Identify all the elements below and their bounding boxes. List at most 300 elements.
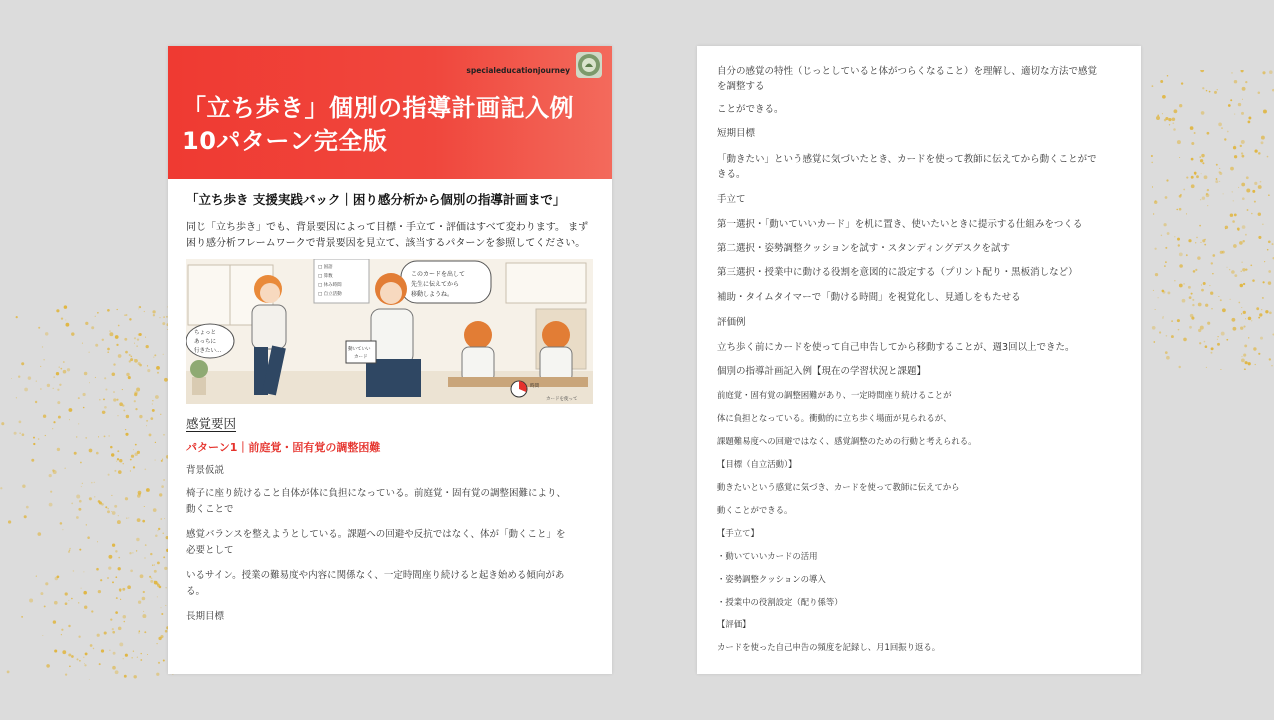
sparkle-dot	[1248, 362, 1251, 365]
sparkle-dot	[1151, 162, 1153, 164]
sparkle-dot	[152, 564, 153, 565]
sparkle-dot	[130, 459, 132, 461]
sparkle-dot	[1172, 122, 1174, 124]
sparkle-dot	[33, 437, 35, 439]
sparkle-dot	[1190, 314, 1194, 318]
sparkle-dot	[99, 501, 102, 504]
sparkle-dot	[93, 648, 94, 649]
sparkle-dot	[1222, 308, 1226, 312]
sparkle-dot	[1162, 290, 1165, 293]
sparkle-dot	[124, 315, 125, 316]
sparkle-dot	[1267, 156, 1269, 158]
sparkle-dot	[1256, 307, 1259, 310]
sparkle-dot	[1242, 225, 1246, 229]
sparkle-dot	[154, 354, 156, 356]
sparkle-dot	[53, 620, 56, 623]
sparkle-dot	[163, 316, 165, 318]
text-line: ことができる。	[717, 104, 784, 115]
teacher-bubble-line: 先生に伝えてから	[411, 281, 460, 288]
sparkle-dot	[123, 409, 125, 411]
sparkle-dot	[1161, 235, 1162, 236]
sparkle-dot	[56, 372, 59, 375]
sparkle-dot	[136, 388, 140, 392]
sparkle-dot	[1207, 322, 1210, 325]
sparkle-dot	[1210, 292, 1213, 295]
sparkle-dot	[158, 528, 160, 530]
sparkle-dot	[1163, 316, 1164, 317]
sparkle-dot	[69, 548, 71, 550]
sparkle-dot	[149, 576, 151, 578]
sparkle-dot	[52, 428, 53, 429]
sparkle-dot	[153, 508, 157, 512]
sparkle-dot	[78, 423, 79, 424]
gold-sparkle-right	[1138, 70, 1274, 370]
sparkle-dot	[1165, 247, 1167, 249]
sparkle-dot	[1244, 368, 1246, 370]
sparkle-dot	[126, 314, 128, 316]
sparkle-dot	[104, 406, 107, 409]
sparkle-dot	[101, 649, 104, 652]
sparkle-dot	[61, 317, 63, 319]
sparkle-dot	[1166, 179, 1168, 181]
sparkle-dot	[58, 416, 61, 419]
sparkle-dot	[59, 384, 61, 386]
sparkle-dot	[126, 518, 127, 519]
sparkle-dot	[160, 607, 161, 608]
sparkle-dot	[153, 314, 155, 316]
sparkle-dot	[1207, 205, 1208, 206]
sparkle-dot	[1217, 343, 1220, 346]
sparkle-dot	[1245, 361, 1248, 364]
text-line: 「動きたい」という感覚に気づいたとき、カードを使って教師に伝えてから動くことがで	[717, 154, 1097, 165]
sparkle-dot	[138, 308, 139, 309]
sparkle-dot	[1255, 364, 1256, 365]
sparkle-dot	[1269, 311, 1272, 314]
text-line: 自分の感覚の特性（じっとしていると体がつらくなること）を理解し、適切な方法で感覚	[717, 66, 1098, 77]
sparkle-dot	[123, 615, 127, 619]
sparkle-dot	[122, 389, 123, 390]
sparkle-dot	[119, 402, 123, 406]
sparkle-dot	[1204, 175, 1208, 179]
sparkle-dot	[44, 605, 46, 607]
sparkle-dot	[1231, 318, 1235, 322]
sparkle-dot	[147, 654, 148, 655]
sparkle-dot	[1261, 136, 1265, 140]
sparkle-dot	[155, 534, 158, 537]
sparkle-dot	[126, 415, 129, 418]
sparkle-dot	[1162, 113, 1163, 114]
sparkle-dot	[19, 421, 22, 424]
sparkle-dot	[1241, 140, 1245, 144]
sparkle-dot	[117, 520, 121, 524]
sparkle-dot	[1212, 254, 1215, 257]
sparkle-dot	[49, 474, 52, 477]
sparkle-dot	[1253, 347, 1256, 350]
sparkle-dot	[132, 552, 133, 553]
sparkle-dot	[1169, 124, 1170, 125]
sparkle-dot	[152, 403, 153, 404]
sparkle-dot	[135, 444, 137, 446]
sparkle-dot	[1246, 189, 1250, 193]
sparkle-dot	[1199, 342, 1201, 344]
sparkle-dot	[71, 503, 73, 505]
sparkle-dot	[1188, 286, 1191, 289]
sparkle-dot	[157, 372, 159, 374]
sparkle-dot	[1204, 239, 1205, 240]
sparkle-dot	[149, 433, 152, 436]
sparkle-dot	[118, 627, 122, 631]
sparkle-dot	[1243, 283, 1245, 285]
sparkle-dot	[1269, 358, 1271, 360]
sparkle-dot	[1272, 243, 1274, 245]
sparkle-dot	[116, 461, 117, 462]
sparkle-dot	[1263, 110, 1267, 114]
sparkle-dot	[1165, 261, 1167, 263]
text-line: 【手立て】	[717, 528, 759, 538]
sparkle-dot	[113, 652, 116, 655]
sparkle-dot	[83, 393, 86, 396]
sparkle-dot	[1242, 155, 1245, 158]
sparkle-dot	[156, 643, 157, 644]
sparkle-dot	[1248, 337, 1249, 338]
sparkle-dot	[89, 449, 93, 453]
sparkle-dot	[1167, 291, 1170, 294]
sparkle-dot	[1152, 186, 1153, 187]
sparkle-dot	[1191, 176, 1194, 179]
sparkle-dot	[1160, 80, 1163, 83]
sparkle-dot	[74, 452, 77, 455]
sparkle-dot	[1154, 248, 1156, 250]
sparkle-dot	[136, 538, 139, 541]
sparkle-dot	[79, 660, 81, 662]
sparkle-dot	[1219, 181, 1220, 182]
sparkle-dot	[1180, 194, 1182, 196]
sparkle-dot	[137, 494, 141, 498]
sparkle-dot	[1211, 262, 1213, 264]
sparkle-dot	[138, 362, 141, 365]
sparkle-dot	[91, 482, 93, 484]
sparkle-dot	[1194, 173, 1196, 175]
sparkle-dot	[1268, 270, 1271, 273]
gold-sparkle-left	[0, 240, 175, 680]
sparkle-dot	[134, 391, 137, 394]
sparkle-dot	[1206, 193, 1210, 197]
sparkle-dot	[100, 579, 102, 581]
sparkle-dot	[1204, 341, 1206, 343]
sparkle-dot	[19, 432, 20, 433]
sparkle-dot	[139, 415, 142, 418]
classroom-illustration	[186, 259, 593, 404]
sparkle-dot	[113, 398, 116, 401]
sparkle-dot	[1197, 256, 1200, 259]
sparkle-dot	[1269, 70, 1273, 74]
sparkle-dot	[156, 673, 159, 676]
sparkle-dot	[1223, 193, 1224, 194]
sparkle-dot	[123, 463, 124, 464]
sparkle-dot	[35, 401, 37, 403]
sparkle-dot	[1245, 318, 1246, 319]
sparkle-dot	[50, 491, 52, 493]
sparkle-dot	[1157, 115, 1159, 117]
sparkle-dot	[1230, 167, 1234, 171]
sparkle-dot	[1189, 296, 1192, 299]
sparkle-dot	[1198, 303, 1202, 307]
sparkle-dot	[109, 331, 110, 332]
sparkle-dot	[136, 550, 137, 551]
sparkle-dot	[1174, 280, 1175, 281]
sparkle-dot	[1179, 104, 1182, 107]
sparkle-dot	[1232, 191, 1233, 192]
sparkle-dot	[129, 318, 131, 320]
sparkle-dot	[113, 391, 115, 393]
sparkle-dot	[1186, 254, 1188, 256]
sparkle-dot	[8, 520, 11, 523]
text-line: 手立て	[717, 194, 746, 205]
sparkle-dot	[1216, 164, 1218, 166]
sparkle-dot	[1234, 80, 1237, 83]
sparkle-dot	[1241, 313, 1242, 314]
sparkle-dot	[140, 574, 144, 578]
sparkle-dot	[1201, 173, 1202, 174]
sparkle-dot	[105, 388, 107, 390]
sparkle-dot	[1209, 285, 1210, 286]
sparkle-dot	[155, 460, 156, 461]
sparkle-dot	[85, 322, 88, 325]
sparkle-dot	[1164, 119, 1167, 122]
sparkle-dot	[1222, 251, 1225, 254]
sparkle-dot	[1234, 114, 1235, 115]
sparkle-dot	[1238, 229, 1240, 231]
sparkle-dot	[1153, 341, 1155, 343]
sparkle-dot	[1159, 331, 1161, 333]
text-line: ・授業中の役割設定（配り係等）	[717, 597, 843, 607]
sparkle-dot	[89, 679, 90, 680]
sparkle-dot	[114, 505, 117, 508]
sparkle-dot	[78, 602, 79, 603]
sparkle-dot	[1183, 283, 1185, 285]
sparkle-dot	[1239, 241, 1243, 245]
sparkle-dot	[1192, 299, 1194, 301]
sparkle-dot	[1244, 344, 1247, 347]
subtitle: 「立ち歩き 支援実践パック｜困り感分析から個別の指導計画まで」	[186, 192, 566, 207]
paragraph-3-line1: いるサイン。授業の難易度や内容に関係なく、一定時間座り続けると起き始める傾向があ	[186, 570, 565, 581]
sparkle-dot	[158, 637, 161, 640]
sparkle-dot	[107, 577, 109, 579]
sparkle-dot	[1202, 87, 1204, 89]
sparkle-dot	[1262, 224, 1263, 225]
sparkle-dot	[60, 522, 63, 525]
sparkle-dot	[150, 553, 152, 555]
sparkle-dot	[137, 451, 140, 454]
sparkle-dot	[1156, 116, 1160, 120]
text-line: ・動いていいカードの活用	[717, 551, 818, 561]
sparkle-dot	[1221, 332, 1225, 336]
page-title-line1: 「立ち歩き」個別の指導計画記入例	[182, 94, 574, 122]
sparkle-dot	[1155, 273, 1158, 276]
sparkle-dot	[119, 588, 122, 591]
sparkle-dot	[1167, 75, 1169, 77]
sparkle-dot	[1183, 189, 1185, 191]
sparkle-dot	[1238, 103, 1241, 106]
sparkle-dot	[129, 552, 131, 554]
sparkle-dot	[1219, 168, 1220, 169]
sparkle-dot	[1162, 317, 1163, 318]
sparkle-dot	[1262, 71, 1265, 74]
sparkle-dot	[115, 576, 117, 578]
sparkle-dot	[1155, 200, 1156, 201]
sparkle-dot	[118, 325, 120, 327]
sparkle-dot	[1265, 310, 1268, 313]
sparkle-dot	[38, 438, 40, 440]
sparkle-dot	[43, 415, 46, 418]
section-heading: 感覚要因	[186, 416, 237, 431]
account-handle: specialeducationjourney	[466, 66, 570, 75]
sparkle-dot	[1237, 228, 1240, 231]
sparkle-dot	[144, 311, 145, 312]
intro-line2: 困り感分析フレームワークで背景要因を見立て、該当するパターンを参照してください。	[186, 238, 586, 249]
sparkle-dot	[134, 400, 136, 402]
sparkle-dot	[63, 370, 67, 374]
sparkle-dot	[1231, 72, 1233, 74]
sparkle-dot	[1218, 171, 1220, 173]
sparkle-dot	[1190, 126, 1194, 130]
teacher-bubble-line: このカードを出して	[411, 271, 466, 278]
sparkle-dot	[1245, 81, 1247, 83]
text-line: 評価例	[717, 317, 746, 328]
sparkle-dot	[107, 348, 110, 351]
sparkle-dot	[1201, 154, 1204, 157]
sparkle-dot	[1171, 320, 1173, 322]
sparkle-dot	[1230, 299, 1231, 300]
sparkle-dot	[137, 518, 141, 522]
page-title	[182, 92, 574, 158]
sparkle-dot	[99, 663, 101, 665]
sparkle-dot	[82, 483, 83, 484]
sparkle-dot	[160, 317, 161, 318]
sparkle-dot	[1263, 281, 1265, 283]
sparkle-dot	[1258, 152, 1261, 155]
sparkle-dot	[1181, 82, 1183, 84]
sparkle-dot	[112, 631, 115, 634]
sparkle-dot	[1225, 226, 1228, 229]
sparkle-dot	[145, 558, 146, 559]
sparkle-dot	[38, 327, 40, 329]
sparkle-dot	[112, 373, 116, 377]
sparkle-dot	[21, 616, 23, 618]
sparkle-dot	[1234, 145, 1235, 146]
sparkle-dot	[1248, 117, 1251, 120]
sparkle-dot	[159, 493, 162, 496]
sparkle-dot	[115, 611, 118, 614]
sparkle-dot	[152, 409, 155, 412]
sparkle-dot	[159, 586, 162, 589]
text-line: きる。	[717, 169, 746, 180]
sparkle-dot	[163, 354, 164, 355]
sparkle-dot	[146, 488, 150, 492]
sparkle-dot	[130, 356, 132, 358]
sparkle-dot	[125, 429, 126, 430]
text-line: カードを使った自己申告の頻度を記録し、月1回振り返る。	[717, 642, 941, 652]
sparkle-dot	[78, 636, 80, 638]
sparkle-dot	[165, 605, 166, 606]
sparkle-dot	[1250, 264, 1252, 266]
sparkle-dot	[1258, 185, 1262, 189]
sparkle-dot	[138, 493, 141, 496]
sparkle-dot	[62, 650, 66, 654]
sparkle-dot	[1224, 138, 1226, 140]
sparkle-dot	[156, 366, 160, 370]
sparkle-dot	[54, 601, 58, 605]
sparkle-dot	[66, 323, 70, 327]
sparkle-dot	[1254, 149, 1257, 152]
sparkle-dot	[97, 541, 98, 542]
sparkle-dot	[78, 397, 80, 399]
timer-label: 時間	[530, 384, 539, 389]
sparkle-dot	[155, 442, 156, 443]
sparkle-dot	[111, 453, 114, 456]
sparkle-dot	[45, 435, 46, 436]
sparkle-dot	[116, 597, 118, 599]
sparkle-dot	[1166, 335, 1168, 337]
sparkle-dot	[80, 462, 82, 464]
sparkle-dot	[1179, 195, 1182, 198]
sparkle-dot	[87, 536, 90, 539]
sparkle-dot	[24, 388, 28, 392]
sparkle-dot	[1241, 70, 1244, 72]
sparkle-dot	[1258, 317, 1260, 319]
sparkle-dot	[36, 380, 37, 381]
sparkle-dot	[112, 544, 115, 547]
sparkle-dot	[53, 376, 55, 378]
avatar	[576, 52, 602, 78]
sparkle-dot	[1214, 91, 1217, 94]
sparkle-dot	[1179, 264, 1183, 268]
sparkle-dot	[151, 577, 153, 579]
text-line: 動きたいという感覚に気づき、カードを使って教師に伝えてから	[717, 482, 960, 492]
sparkle-dot	[1, 422, 4, 425]
sparkle-dot	[84, 664, 86, 666]
sparkle-dot	[1262, 297, 1264, 299]
sparkle-dot	[104, 631, 107, 634]
sparkle-dot	[1232, 220, 1235, 223]
sparkle-dot	[122, 588, 125, 591]
sparkle-dot	[1234, 214, 1237, 217]
sparkle-dot	[7, 671, 10, 674]
sparkle-dot	[36, 576, 37, 577]
sparkle-dot	[1206, 193, 1208, 195]
sparkle-dot	[78, 508, 81, 511]
sparkle-dot	[45, 582, 48, 585]
sparkle-dot	[96, 568, 99, 571]
sparkle-dot	[143, 591, 145, 593]
background-label: 背景仮説	[186, 465, 225, 476]
sparkle-dot	[85, 652, 88, 655]
child-bubble-line: 行きたい…	[194, 348, 222, 354]
sparkle-dot	[158, 662, 160, 664]
sparkle-dot	[145, 544, 147, 546]
sparkle-dot	[125, 497, 128, 500]
text-line: 補助・タイムタイマーで「動ける時間」を視覚化し、見通しをもたせる	[717, 292, 1021, 303]
sparkle-dot	[65, 319, 66, 320]
sparkle-dot	[1162, 291, 1165, 294]
sparkle-dot	[40, 366, 41, 367]
text-line: 第二選択・姿勢調整クッションを試す・スタンディングデスクを試す	[717, 243, 1010, 254]
sparkle-dot	[150, 417, 153, 420]
sparkle-dot	[108, 474, 110, 476]
sparkle-dot	[112, 628, 114, 630]
sparkle-dot	[157, 584, 160, 587]
long-term-label: 長期目標	[186, 611, 225, 622]
